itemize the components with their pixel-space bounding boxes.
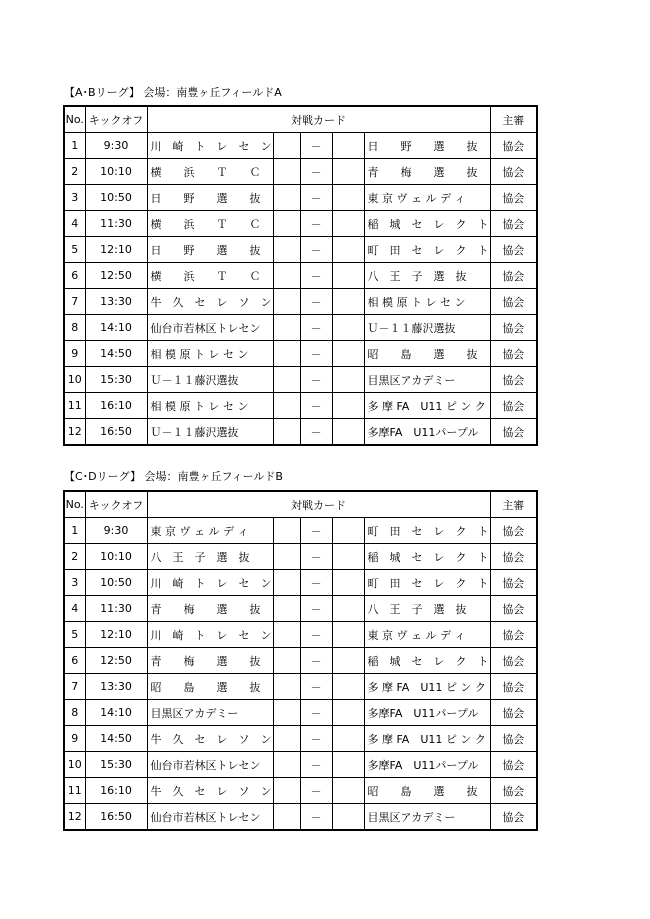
away-team: 稲 城 セ レ ク ト — [364, 648, 490, 674]
away-score — [332, 700, 364, 726]
table-row — [64, 518, 537, 544]
kickoff-time: 12:50 — [85, 648, 147, 674]
table-row — [64, 393, 537, 419]
match-no: 6 — [64, 648, 85, 674]
home-score — [273, 544, 300, 570]
home-score — [273, 263, 300, 289]
match-no: 5 — [64, 237, 85, 263]
table-header-row — [64, 491, 537, 518]
away-team: 目黒区アカデミー — [364, 804, 490, 831]
table-row — [64, 419, 537, 446]
referee: 協会 — [490, 570, 537, 596]
table-row — [64, 289, 537, 315]
away-team: 多摩FA U11パープル — [364, 752, 490, 778]
kickoff-time: 14:50 — [85, 726, 147, 752]
referee: 協会 — [490, 518, 537, 544]
away-score — [332, 289, 364, 315]
table-row — [64, 752, 537, 778]
home-team: 牛 久 セ レ ソ ン — [147, 726, 273, 752]
home-team: 青 梅 選 抜 — [147, 596, 273, 622]
header-referee: 主審 — [490, 491, 537, 518]
home-score — [273, 133, 300, 159]
vs-dash: － — [300, 518, 332, 544]
away-score — [332, 804, 364, 831]
away-score — [332, 159, 364, 185]
away-score — [332, 133, 364, 159]
home-score — [273, 700, 300, 726]
table-row — [64, 726, 537, 752]
home-team: 東 京 ヴ ェ ル デ ィ — [147, 518, 273, 544]
away-team: 東 京 ヴ ェ ル デ ィ — [364, 185, 490, 211]
home-team: 八 王 子 選 抜 — [147, 544, 273, 570]
kickoff-time: 13:30 — [85, 674, 147, 700]
kickoff-time: 12:50 — [85, 263, 147, 289]
referee: 協会 — [490, 211, 537, 237]
referee: 協会 — [490, 419, 537, 446]
home-team: 横 浜 Ｔ Ｃ — [147, 211, 273, 237]
away-team: 町 田 セ レ ク ト — [364, 237, 490, 263]
vs-dash: － — [300, 752, 332, 778]
away-team: 稲 城 セ レ ク ト — [364, 544, 490, 570]
vs-dash: － — [300, 544, 332, 570]
vs-dash: － — [300, 367, 332, 393]
table-row — [64, 596, 537, 622]
referee: 協会 — [490, 700, 537, 726]
away-score — [332, 341, 364, 367]
referee: 協会 — [490, 367, 537, 393]
match-no: 11 — [64, 778, 85, 804]
away-score — [332, 726, 364, 752]
vs-dash: － — [300, 622, 332, 648]
away-score — [332, 544, 364, 570]
home-team: 横 浜 Ｔ Ｃ — [147, 263, 273, 289]
match-no: 12 — [64, 419, 85, 446]
match-no: 8 — [64, 700, 85, 726]
home-score — [273, 367, 300, 393]
table-header-row — [64, 106, 537, 133]
schedule-table-ab — [63, 105, 538, 446]
match-no: 1 — [64, 518, 85, 544]
kickoff-time: 9:30 — [85, 518, 147, 544]
home-score — [273, 674, 300, 700]
vs-dash: － — [300, 341, 332, 367]
section-title-cd: 【C･Dリーグ】 会場：南豊ヶ丘フィールドB — [64, 470, 283, 483]
kickoff-time: 11:30 — [85, 211, 147, 237]
kickoff-time: 10:50 — [85, 570, 147, 596]
kickoff-time: 16:50 — [85, 419, 147, 446]
away-score — [332, 518, 364, 544]
kickoff-time: 9:30 — [85, 133, 147, 159]
home-team: 仙台市若林区トレセン — [147, 315, 273, 341]
kickoff-time: 12:10 — [85, 622, 147, 648]
table-row — [64, 133, 537, 159]
vs-dash: － — [300, 211, 332, 237]
away-score — [332, 674, 364, 700]
match-no: 11 — [64, 393, 85, 419]
away-team: 町 田 セ レ ク ト — [364, 570, 490, 596]
away-team: 目黒区アカデミー — [364, 367, 490, 393]
away-team: 青 梅 選 抜 — [364, 159, 490, 185]
away-score — [332, 648, 364, 674]
home-team: 川 崎 ト レ セ ン — [147, 570, 273, 596]
kickoff-time: 10:10 — [85, 159, 147, 185]
referee: 協会 — [490, 315, 537, 341]
vs-dash: － — [300, 237, 332, 263]
referee: 協会 — [490, 393, 537, 419]
away-team: 八 王 子 選 抜 — [364, 263, 490, 289]
vs-dash: － — [300, 674, 332, 700]
away-score — [332, 185, 364, 211]
vs-dash: － — [300, 648, 332, 674]
referee: 協会 — [490, 778, 537, 804]
referee: 協会 — [490, 674, 537, 700]
table-row — [64, 237, 537, 263]
table-row — [64, 185, 537, 211]
home-team: 仙台市若林区トレセン — [147, 752, 273, 778]
table-row — [64, 700, 537, 726]
match-no: 1 — [64, 133, 85, 159]
home-score — [273, 648, 300, 674]
away-score — [332, 596, 364, 622]
referee: 協会 — [490, 237, 537, 263]
vs-dash: － — [300, 315, 332, 341]
away-score — [332, 419, 364, 446]
referee: 協会 — [490, 596, 537, 622]
header-no: No. — [64, 106, 85, 133]
vs-dash: － — [300, 263, 332, 289]
away-team: 多 摩 FA U11 ピ ン ク — [364, 726, 490, 752]
home-score — [273, 185, 300, 211]
section-title-ab: 【A･Bリーグ】 会場：南豊ヶ丘フィールドA — [64, 86, 282, 99]
kickoff-time: 13:30 — [85, 289, 147, 315]
away-team: 相 模 原 ト レ セ ン — [364, 289, 490, 315]
kickoff-time: 14:10 — [85, 315, 147, 341]
home-team: 仙台市若林区トレセン — [147, 804, 273, 831]
home-score — [273, 315, 300, 341]
home-score — [273, 622, 300, 648]
vs-dash: － — [300, 570, 332, 596]
away-team: Ｕ－１１藤沢選抜 — [364, 315, 490, 341]
match-no: 12 — [64, 804, 85, 831]
table-row — [64, 674, 537, 700]
home-score — [273, 211, 300, 237]
home-team: 昭 島 選 抜 — [147, 674, 273, 700]
match-no: 3 — [64, 185, 85, 211]
vs-dash: － — [300, 419, 332, 446]
home-score — [273, 159, 300, 185]
kickoff-time: 16:50 — [85, 804, 147, 831]
vs-dash: － — [300, 778, 332, 804]
kickoff-time: 15:30 — [85, 367, 147, 393]
schedule-table-cd — [63, 490, 538, 831]
away-score — [332, 570, 364, 596]
home-score — [273, 237, 300, 263]
match-no: 7 — [64, 289, 85, 315]
away-team: 八 王 子 選 抜 — [364, 596, 490, 622]
kickoff-time: 10:10 — [85, 544, 147, 570]
kickoff-time: 10:50 — [85, 185, 147, 211]
away-team: 多摩FA U11パープル — [364, 700, 490, 726]
referee: 協会 — [490, 289, 537, 315]
away-score — [332, 778, 364, 804]
header-kickoff: キックオフ — [85, 106, 147, 133]
referee: 協会 — [490, 341, 537, 367]
home-score — [273, 804, 300, 831]
home-team: 相 模 原 ト レ セ ン — [147, 341, 273, 367]
vs-dash: － — [300, 159, 332, 185]
home-team: 目黒区アカデミー — [147, 700, 273, 726]
referee: 協会 — [490, 622, 537, 648]
home-score — [273, 393, 300, 419]
home-score — [273, 518, 300, 544]
vs-dash: － — [300, 726, 332, 752]
home-team: 川 崎 ト レ セ ン — [147, 133, 273, 159]
away-score — [332, 263, 364, 289]
vs-dash: － — [300, 289, 332, 315]
kickoff-time: 15:30 — [85, 752, 147, 778]
referee: 協会 — [490, 752, 537, 778]
away-score — [332, 237, 364, 263]
referee: 協会 — [490, 726, 537, 752]
vs-dash: － — [300, 185, 332, 211]
table-row — [64, 570, 537, 596]
referee: 協会 — [490, 648, 537, 674]
away-score — [332, 367, 364, 393]
match-no: 9 — [64, 726, 85, 752]
table-row — [64, 263, 537, 289]
table-row — [64, 367, 537, 393]
home-score — [273, 419, 300, 446]
away-team: 昭 島 選 抜 — [364, 341, 490, 367]
match-no: 8 — [64, 315, 85, 341]
home-team: 牛 久 セ レ ソ ン — [147, 778, 273, 804]
match-no: 2 — [64, 544, 85, 570]
vs-dash: － — [300, 133, 332, 159]
home-score — [273, 289, 300, 315]
match-no: 7 — [64, 674, 85, 700]
header-referee: 主審 — [490, 106, 537, 133]
kickoff-time: 11:30 — [85, 596, 147, 622]
away-team: 町 田 セ レ ク ト — [364, 518, 490, 544]
away-score — [332, 315, 364, 341]
table-row — [64, 211, 537, 237]
home-score — [273, 570, 300, 596]
table-row — [64, 341, 537, 367]
referee: 協会 — [490, 185, 537, 211]
away-team: 昭 島 選 抜 — [364, 778, 490, 804]
match-no: 6 — [64, 263, 85, 289]
table-row — [64, 648, 537, 674]
home-team: Ｕ－１１藤沢選抜 — [147, 419, 273, 446]
header-match: 対戦カード — [147, 106, 490, 133]
home-score — [273, 752, 300, 778]
vs-dash: － — [300, 393, 332, 419]
referee: 協会 — [490, 544, 537, 570]
table-row — [64, 544, 537, 570]
table-row — [64, 159, 537, 185]
vs-dash: － — [300, 804, 332, 831]
referee: 協会 — [490, 263, 537, 289]
header-match: 対戦カード — [147, 491, 490, 518]
home-team: 青 梅 選 抜 — [147, 648, 273, 674]
table-row — [64, 804, 537, 831]
kickoff-time: 16:10 — [85, 393, 147, 419]
match-no: 4 — [64, 596, 85, 622]
home-team: 日 野 選 抜 — [147, 237, 273, 263]
away-score — [332, 393, 364, 419]
away-team: 多 摩 FA U11 ピ ン ク — [364, 674, 490, 700]
referee: 協会 — [490, 804, 537, 831]
home-score — [273, 341, 300, 367]
home-team: 牛 久 セ レ ソ ン — [147, 289, 273, 315]
header-kickoff: キックオフ — [85, 491, 147, 518]
away-team: 多摩FA U11パープル — [364, 419, 490, 446]
kickoff-time: 14:50 — [85, 341, 147, 367]
header-no: No. — [64, 491, 85, 518]
home-score — [273, 596, 300, 622]
home-team: 日 野 選 抜 — [147, 185, 273, 211]
match-no: 5 — [64, 622, 85, 648]
table-row — [64, 315, 537, 341]
away-team: 稲 城 セ レ ク ト — [364, 211, 490, 237]
home-team: 相 模 原 ト レ セ ン — [147, 393, 273, 419]
table-row — [64, 622, 537, 648]
away-team: 多 摩 FA U11 ピ ン ク — [364, 393, 490, 419]
away-score — [332, 752, 364, 778]
match-no: 2 — [64, 159, 85, 185]
home-team: Ｕ－１１藤沢選抜 — [147, 367, 273, 393]
table-row — [64, 778, 537, 804]
vs-dash: － — [300, 596, 332, 622]
match-no: 4 — [64, 211, 85, 237]
referee: 協会 — [490, 133, 537, 159]
away-score — [332, 211, 364, 237]
kickoff-time: 16:10 — [85, 778, 147, 804]
home-team: 横 浜 Ｔ Ｃ — [147, 159, 273, 185]
match-no: 3 — [64, 570, 85, 596]
home-team: 川 崎 ト レ セ ン — [147, 622, 273, 648]
match-no: 10 — [64, 367, 85, 393]
vs-dash: － — [300, 700, 332, 726]
match-no: 9 — [64, 341, 85, 367]
referee: 協会 — [490, 159, 537, 185]
away-team: 日 野 選 抜 — [364, 133, 490, 159]
away-score — [332, 622, 364, 648]
away-team: 東 京 ヴ ェ ル デ ィ — [364, 622, 490, 648]
kickoff-time: 12:10 — [85, 237, 147, 263]
match-no: 10 — [64, 752, 85, 778]
home-score — [273, 726, 300, 752]
kickoff-time: 14:10 — [85, 700, 147, 726]
home-score — [273, 778, 300, 804]
